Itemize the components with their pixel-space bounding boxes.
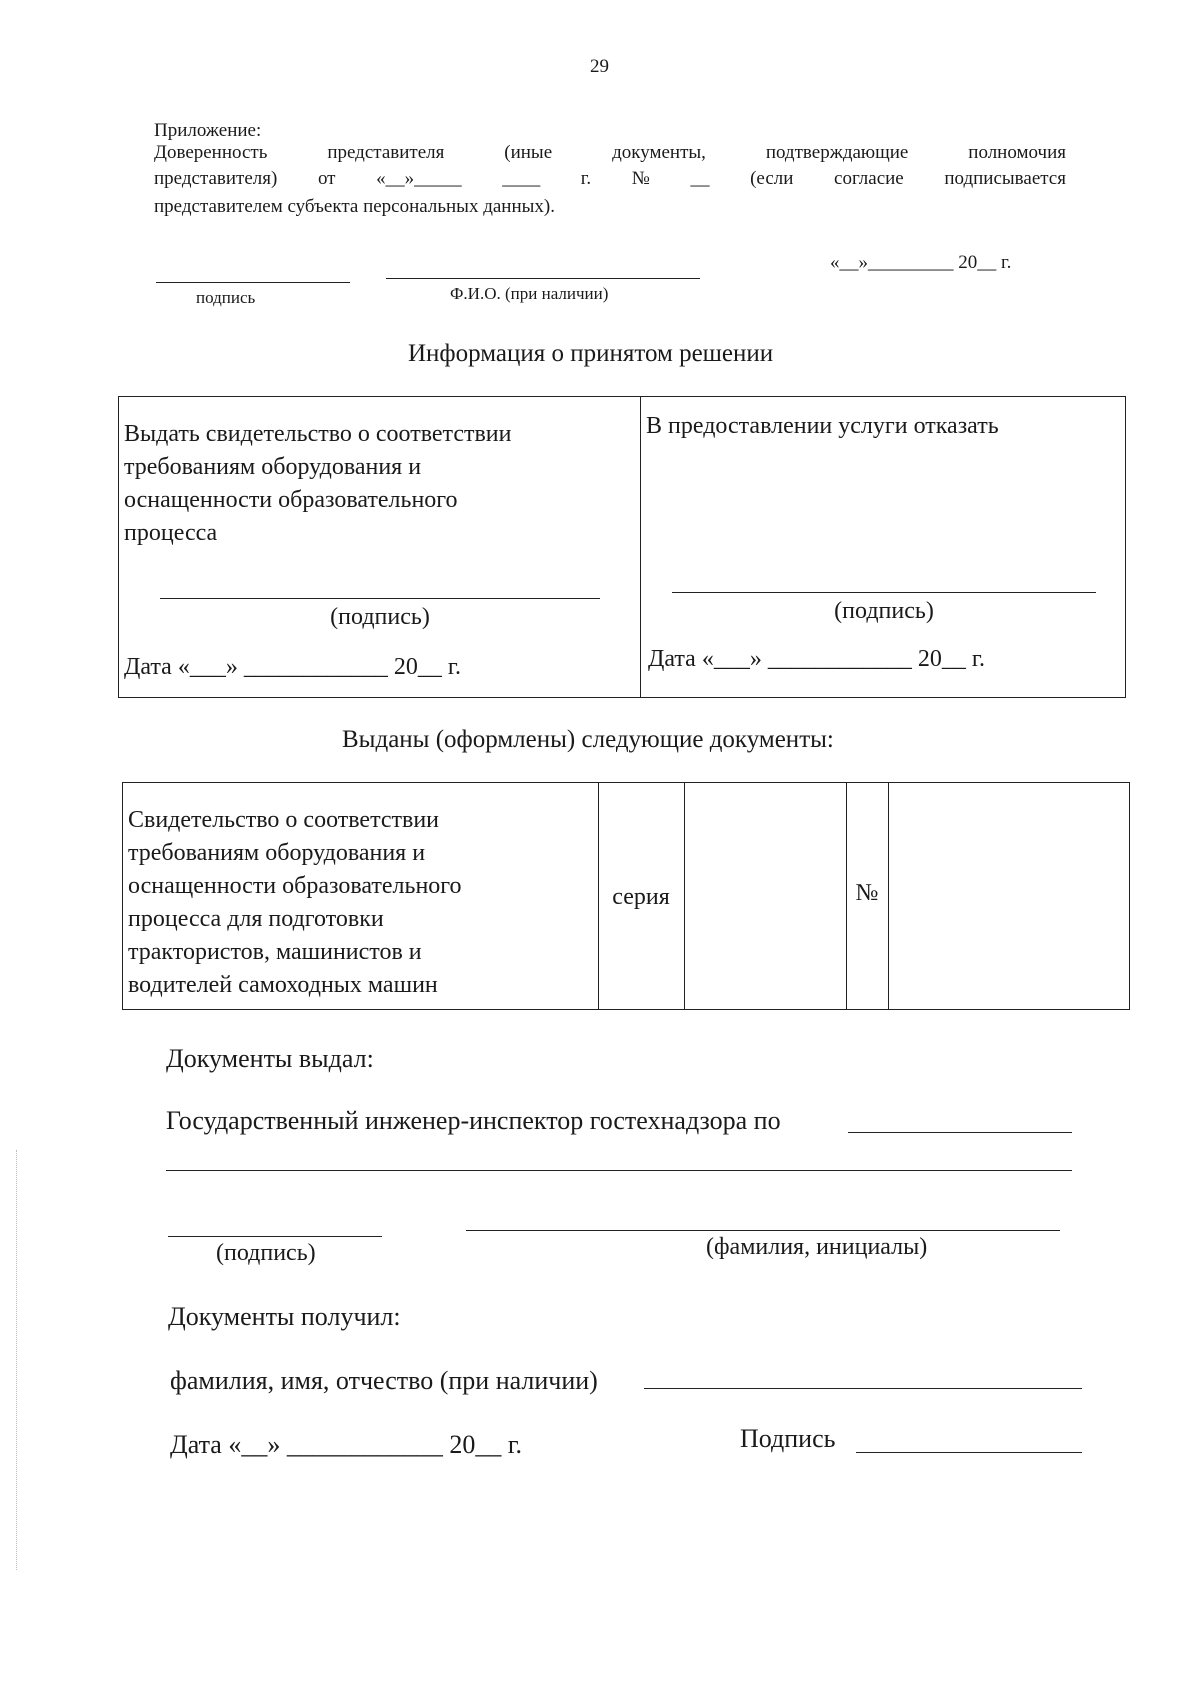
text-line: процесса для подготовки — [128, 906, 384, 932]
word: «__»_____ — [376, 168, 462, 189]
decision-table-divider — [640, 396, 641, 698]
number-label: № — [855, 880, 879, 906]
text-line: В предоставлении услуги отказать — [646, 413, 999, 439]
attachment-heading: Приложение: — [154, 120, 262, 141]
text-line: водителей самоходных машин — [128, 972, 438, 998]
issued-document-name — [128, 804, 462, 1002]
issuer-signature-label: (подпись) — [216, 1240, 316, 1266]
word: подтверждающие — [765, 142, 909, 163]
attachment-line-1 — [154, 142, 1066, 164]
decision-approve-text — [124, 418, 511, 550]
issuer-name-label: (фамилия, инициалы) — [706, 1234, 928, 1260]
receiver-fio-label: фамилия, имя, отчество (при наличии) — [170, 1366, 598, 1395]
text-line: оснащенности образовательного — [128, 873, 462, 899]
page-number: 29 — [590, 56, 609, 77]
issuer-heading: Документы выдал: — [166, 1044, 374, 1073]
word: согласие — [834, 168, 904, 189]
word: представителя — [327, 142, 445, 163]
word: представителя) — [154, 168, 278, 189]
word: от — [317, 168, 336, 189]
attachment-line-2 — [154, 168, 1066, 190]
text-line: трактористов, машинистов и — [128, 939, 422, 965]
word: Доверенность — [154, 142, 268, 163]
word: г. — [580, 168, 592, 189]
word: ____ — [502, 168, 541, 189]
issued-title: Выданы (оформлены) следующие документы: — [342, 726, 834, 753]
word: полномочия — [968, 142, 1066, 163]
word: подписывается — [944, 168, 1066, 189]
inspector-region-line-2 — [166, 1170, 1072, 1171]
receiver-signature-line — [856, 1452, 1082, 1453]
approve-date: Дата «___» ____________ 20__ г. — [124, 654, 461, 680]
inspector-text: Государственный инженер-инспектор гостехнадзора по — [166, 1106, 781, 1135]
word: документы, — [612, 142, 706, 163]
issued-col-divider-4 — [888, 782, 889, 1010]
fio-line — [386, 278, 700, 279]
text-line: оснащенности образовательного — [124, 487, 458, 513]
word: № — [631, 168, 650, 189]
sign-date: «__»_________ 20__ г. — [830, 252, 1012, 273]
issued-col-divider-2 — [684, 782, 685, 1010]
issuer-name-line — [466, 1230, 1060, 1231]
text-line: требованиям оборудования и — [128, 840, 426, 866]
refuse-signature-label: (подпись) — [834, 598, 934, 624]
text-line: Выдать свидетельство о соответствии — [124, 421, 512, 447]
receiver-fio-line — [644, 1388, 1082, 1389]
word: __ — [690, 168, 710, 189]
word: (иные — [504, 142, 553, 163]
signature-label: подпись — [196, 288, 256, 307]
scan-margin-marks — [16, 1150, 19, 1570]
attachment-line-3: представителем субъекта персональных данных). — [154, 196, 555, 217]
text-line: Свидетельство о соответствии — [128, 807, 440, 833]
receiver-heading: Документы получил: — [168, 1302, 401, 1331]
signature-line — [156, 282, 350, 283]
word: (если — [750, 168, 794, 189]
receiver-date: Дата «__» ____________ 20__ г. — [170, 1430, 523, 1459]
text-line: требованиям оборудования и — [124, 454, 422, 480]
receiver-signature-label: Подпись — [740, 1424, 836, 1453]
refuse-signature-line — [672, 592, 1096, 593]
approve-signature-label: (подпись) — [330, 604, 430, 630]
inspector-region-line-1 — [848, 1132, 1072, 1133]
decision-refuse-text — [646, 410, 999, 443]
refuse-date: Дата «___» ____________ 20__ г. — [648, 646, 985, 672]
fio-label: Ф.И.О. (при наличии) — [450, 284, 609, 303]
text-line: процесса — [124, 520, 218, 546]
decision-title: Информация о принятом решении — [408, 340, 774, 367]
series-label: серия — [612, 884, 670, 910]
approve-signature-line — [160, 598, 600, 599]
issuer-signature-line — [168, 1236, 382, 1237]
